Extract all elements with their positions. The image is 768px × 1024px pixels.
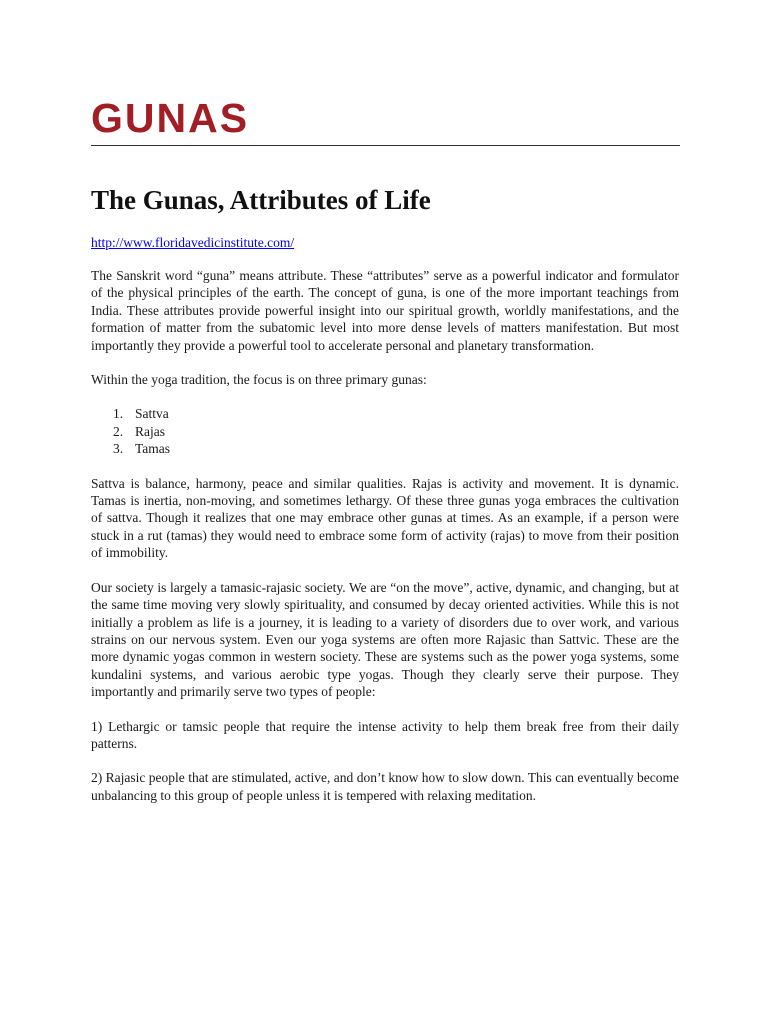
list-text: Sattva (135, 406, 169, 422)
article-title: The Gunas, Attributes of Life (91, 185, 431, 215)
list-text: Rajas (135, 423, 165, 439)
rajasic-paragraph: 2) Rajasic people that are stimulated, active, and don’t know how to slow down. This can eventually become unbalancing to this group of people unless it is tempered with relaxing meditation. (91, 770, 679, 803)
list-number: 3. (113, 441, 124, 457)
list-item (91, 405, 679, 422)
list-item (91, 440, 679, 457)
brand-heading: GUNAS (91, 95, 250, 141)
gunas-list (91, 405, 679, 457)
sattva-paragraph: Sattva is balance, harmony, peace and similar qualities. Rajas is activity and movement. It is dynamic. Tamas is inertia, non-moving, and sometimes lethargy. Of these three gunas yoga embraces the cultivation of sattva. Though it realizes that one may embrace other gunas at times. As an example, if a person were stuck in a rut (tamas) they would need to embrace some form of activity (rajas) to move from their position of immobility. (91, 475, 679, 561)
source-link[interactable]: http://www.floridavedicinstitute.com/ (91, 235, 295, 250)
society-paragraph: Our society is largely a tamasic-rajasic society. We are “on the move”, active, dynamic, and changing, but at the same time moving very slowly spirituality, and consumed by decay oriented activities. While this is not initially a problem as life is a journey, it is leading to a variety of disorders due to over work, and various strains on our nervous system. Even our yoga systems are often more Rajasic than Sattvic. These are the more dynamic yogas common in western society. These are systems such as the power yoga systems, some kundalini systems, and various aerobic type yogas. Though they clearly serve their purpose. They importantly and primarily serve two types of people: (91, 579, 679, 700)
document-page (91, 92, 679, 804)
list-number: 2. (113, 423, 124, 439)
lethargic-paragraph: 1) Lethargic or tamsic people that require the intense activity to help them break free from their daily patterns. (91, 718, 679, 751)
list-text: Tamas (135, 441, 171, 457)
list-item (91, 423, 679, 440)
focus-paragraph: Within the yoga tradition, the focus is on three primary gunas: (91, 372, 427, 388)
list-number: 1. (113, 406, 124, 422)
header-divider (91, 145, 680, 146)
intro-paragraph: The Sanskrit word “guna” means attribute. These “attributes” serve as a powerful indicator and formulator of the physical principles of the earth. The concept of guna, is one of the more important teachings from India. These attributes provide powerful insight into our spiritual growth, worldly manifestations, and the formation of matter from the subatomic level into more dense levels of matters manifestation. But most importantly they provide a powerful tool to accelerate personal and planetary transformation. (91, 268, 679, 353)
